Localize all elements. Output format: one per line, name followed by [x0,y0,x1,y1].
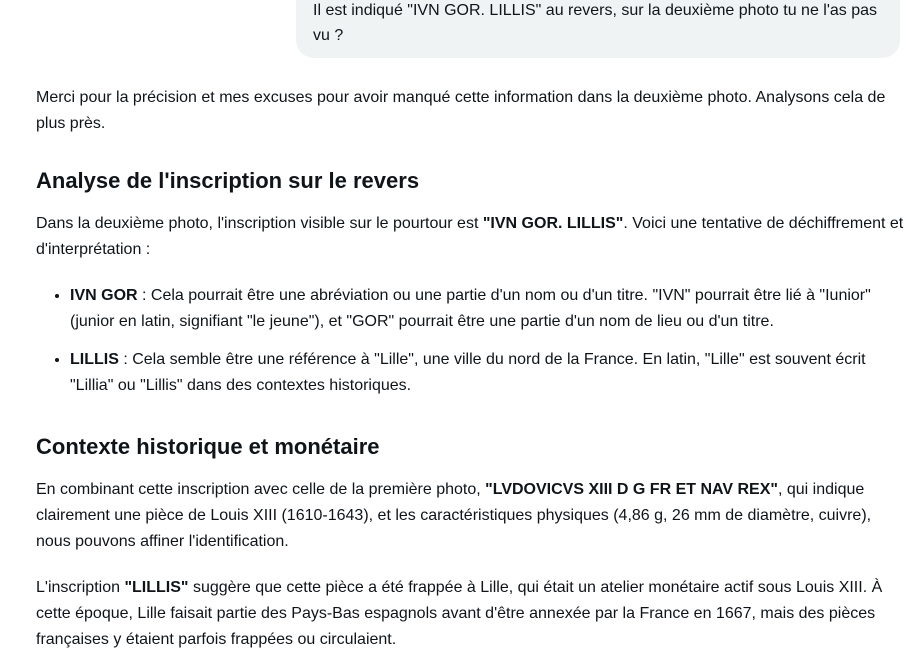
bullet-text: : Cela pourrait être une abréviation ou une partie d'un nom ou d'un titre. "IVN" pourrait être lié à "Iunior" (junior en latin, signifiant "le jeune"), et "GOR" pourrait être une partie d'un nom de lieu ou d'un titre. [70,287,871,330]
legend-bold: "LVDOVICVS XIII D G FR ET NAV REX" [485,481,778,498]
contexte-paragraph-1 [36,477,904,555]
bullet-text: : Cela semble être une référence à "Lille", une ville du nord de la France. En latin, "Lille" est souvent écrit "Lillia" ou "Lillis" dans des contextes historiques. [70,351,866,394]
list-item [70,347,904,399]
bullet-term: IVN GOR [70,287,138,304]
section-heading-contexte: Contexte historique et monétaire [36,434,380,459]
inscription-bold: "IVN GOR. LILLIS" [482,215,624,232]
contexte1-text-after: , qui indique clairement une pièce de Louis XIII (1610-1643), et les caractéristiques physiques (4,86 g, 26 mm de diamètre, cuivre), nous pouvons affiner l'identification. [36,481,872,550]
user-message-text: Il est indiqué "IVN GOR. LILLIS" au revers, sur la deuxième photo tu ne l'as pas vu ? [313,2,878,44]
contexte-paragraph-2 [36,575,904,653]
user-message-bubble [296,0,900,58]
contexte1-text-before: En combinant cette inscription avec celle de la première photo, [36,481,486,498]
contexte2-text-before: L'inscription [36,579,125,596]
response-intro: Merci pour la précision et mes excuses pour avoir manqué cette information dans la deuxième photo. Analysons cela de plus près. [36,89,886,132]
analyse-text-after: . Voici une tentative de déchiffrement et d'interprétation : [36,215,904,258]
list-item [70,283,904,335]
interpretation-list [36,283,904,399]
assistant-response [36,85,904,653]
section-heading-analyse: Analyse de l'inscription sur le revers [36,168,420,193]
lillis-bold: "LILLIS" [124,579,189,596]
analyse-paragraph [36,211,904,263]
analyse-text-before: Dans la deuxième photo, l'inscription visible sur le pourtour est [36,215,483,232]
contexte2-text-after: suggère que cette pièce a été frappée à Lille, qui était un atelier monétaire actif sous Louis XIII. À cette époque, Lille faisait partie des Pays-Bas espagnols avant d'être annexée par la France en 1667, mais des pièces françaises y étaient parfois frappées ou circulaient. [36,579,883,648]
bullet-term: LILLIS [70,351,119,368]
